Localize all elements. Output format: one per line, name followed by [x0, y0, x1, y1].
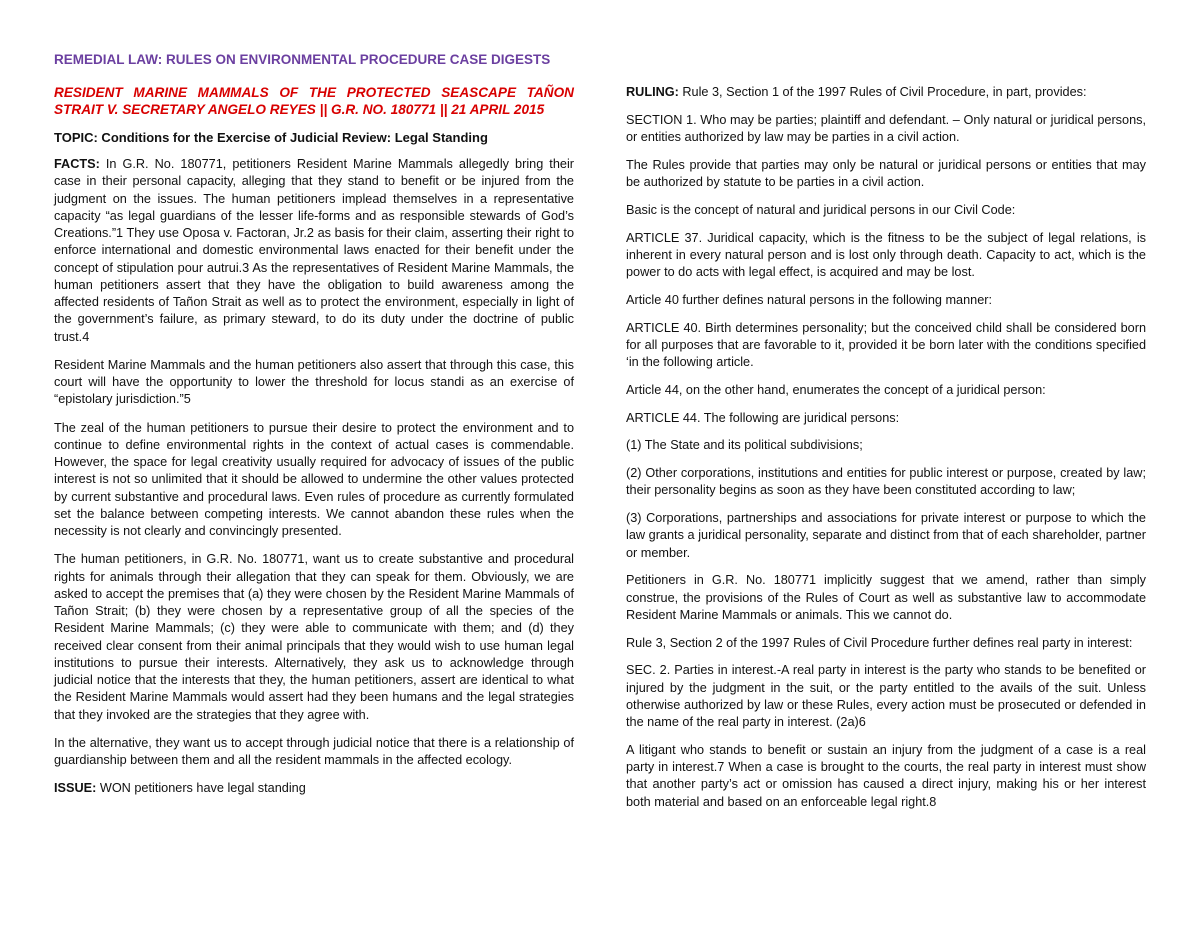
ruling-body-paragraph: ARTICLE 40. Birth determines personality; but the conceived child shall be considered born for all purposes that are favorable to it, provided it be born later with the conditions specified ‘in the following article.	[626, 320, 1146, 369]
ruling-body-paragraph: ARTICLE 37. Juridical capacity, which is the fitness to be the subject of legal relations, is inherent in every natural person and is lost only through death. Capacity to act, which is the power to do acts with legal effect, is acquired and may be lost.	[626, 230, 1146, 279]
body-paragraph: The zeal of the human petitioners to pursue their desire to protect the environment and to continue to define environmental rights in the context of actual cases is commendable. However, the space for legal creativity usually required for advocacy of issues of the public interest is not so unlimited that it should be allowed to undermine the other values protected by current substantive and procedural laws. Even rules of procedure as currently formulated set the balance between competing interests. We cannot abandon these rules when the necessity is not clearly and convincingly presented.	[54, 420, 574, 538]
ruling-body-paragraph: SECTION 1. Who may be parties; plaintiff and defendant. – Only natural or juridical persons, or entities authorized by law may be parties in a civil action.	[626, 112, 1146, 144]
ruling-body-paragraph: Basic is the concept of natural and juridical persons in our Civil Code:	[626, 202, 1016, 217]
ruling-body-paragraph: Article 40 further defines natural persons in the following manner:	[626, 292, 993, 307]
case-title: RESIDENT MARINE MAMMALS OF THE PROTECTED SEASCAPE TAÑON STRAIT V. SECRETARY ANGELO REYES || G.R. NO. 180771 || 21 APRIL 2015	[54, 85, 574, 117]
facts-label: FACTS:	[54, 157, 100, 171]
body-paragraph: In the alternative, they want us to accept through judicial notice that there is a relationship of guardianship between them and all the resident mammals in the affected ecology.	[54, 735, 574, 767]
facts-text: In G.R. No. 180771, petitioners Resident Marine Mammals allegedly bring their case in their personal capacity, alleging that they stand to benefit or be injured from the judgment on the issues. The human petitioners implead themselves in a representative capacity “as legal guardians of the lesser life-forms and as responsible stewards of God’s Creations.”1 They use Oposa v. Factoran, Jr.2 as basis for their claim, asserting their right to enforce international and domestic environmental laws enacted for their benefit under the concept of stipulation pour autrui.3 As the representatives of Resident Marine Mammals, the human petitioners assert that they have the obligation to build awareness among the affected residents of Tañon Strait as well as to protect the environment, especially in light of the government’s failure, as primary steward, to do its duty under the doctrine of public trust.4	[54, 157, 574, 344]
ruling-paragraph	[626, 84, 1146, 101]
ruling-body-paragraph: A litigant who stands to benefit or sustain an injury from the judgment of a case is a real party in interest.7 When a case is brought to the courts, the real party in interest must show that another party’s act or omission has caused a direct injury, making his or her interest both material and based on an enforceable legal right.8	[626, 742, 1146, 809]
issue-paragraph	[54, 780, 574, 797]
issue-text: WON petitioners have legal standing	[96, 781, 306, 796]
ruling-body-paragraph: SEC. 2. Parties in interest.-A real party in interest is the party who stands to be benefited or injured by the judgment in the suit, or the party entitled to the avails of the suit. Unless otherwise authorized by law or these Rules, every action must be prosecuted or defended in the name of the real party in interest. (2a)6	[626, 663, 1146, 729]
body-paragraph: The human petitioners, in G.R. No. 180771, want us to create substantive and procedural rights for animals through their allegation that they can speak for them. Obviously, we are asked to accept the premises that (a) they were chosen by the Resident Marine Mammals of Tañon Strait; (b) they were chosen by a representative group of all the species of the Resident Marine Mammals; (c) they were able to communicate with them; and (d) they received clear consent from their animal principals that they would wish to use human legal institutions to pursue their interests. Alternatively, they ask us to acknowledge through judicial notice that the interests that they, the human petitioners, assert are identical to what the Resident Marine Mammals would assert had they been humans and the legal strategies that they invoked are the strategies that they agree with.	[54, 552, 574, 722]
ruling-body-paragraph: (1) The State and its political subdivisions;	[626, 438, 863, 453]
right-column	[626, 84, 1146, 821]
ruling-body-paragraph: (3) Corporations, partnerships and associations for private interest or purpose to which the law grants a juridical personality, separate and distinct from that of each shareholder, partner or member.	[626, 511, 1146, 560]
left-column	[54, 84, 574, 809]
facts-paragraph	[54, 156, 574, 346]
topic-heading: TOPIC: Conditions for the Exercise of Judicial Review: Legal Standing	[54, 130, 488, 145]
ruling-text: Rule 3, Section 1 of the 1997 Rules of Civil Procedure, in part, provides:	[678, 85, 1087, 99]
issue-label: ISSUE:	[54, 781, 97, 796]
page-title: REMEDIAL LAW: RULES ON ENVIRONMENTAL PROCEDURE CASE DIGESTS	[54, 52, 551, 67]
ruling-body-paragraph: Article 44, on the other hand, enumerates the concept of a juridical person:	[626, 382, 1046, 397]
ruling-body-paragraph: ARTICLE 44. The following are juridical persons:	[626, 410, 900, 425]
ruling-body-paragraph: The Rules provide that parties may only be natural or juridical persons or entities that may be authorized by statute to be parties in a civil action.	[626, 157, 1146, 189]
body-paragraph: Resident Marine Mammals and the human petitioners also assert that through this case, this court will have the opportunity to lower the threshold for locus standi as an exercise of “epistolary jurisdiction.”5	[54, 357, 574, 407]
ruling-label: RULING:	[626, 85, 679, 99]
ruling-body-paragraph: Petitioners in G.R. No. 180771 implicitly suggest that we amend, rather than simply construe, the provisions of the Rules of Court as well as substantive law to accommodate Resident Marine Mammals or animals. This we cannot do.	[626, 573, 1146, 622]
ruling-body-paragraph: Rule 3, Section 2 of the 1997 Rules of Civil Procedure further defines real party in interest:	[626, 635, 1133, 650]
ruling-body-paragraph: (2) Other corporations, institutions and entities for public interest or purpose, created by law; their personality begins as soon as they have been constituted according to law;	[626, 466, 1146, 498]
